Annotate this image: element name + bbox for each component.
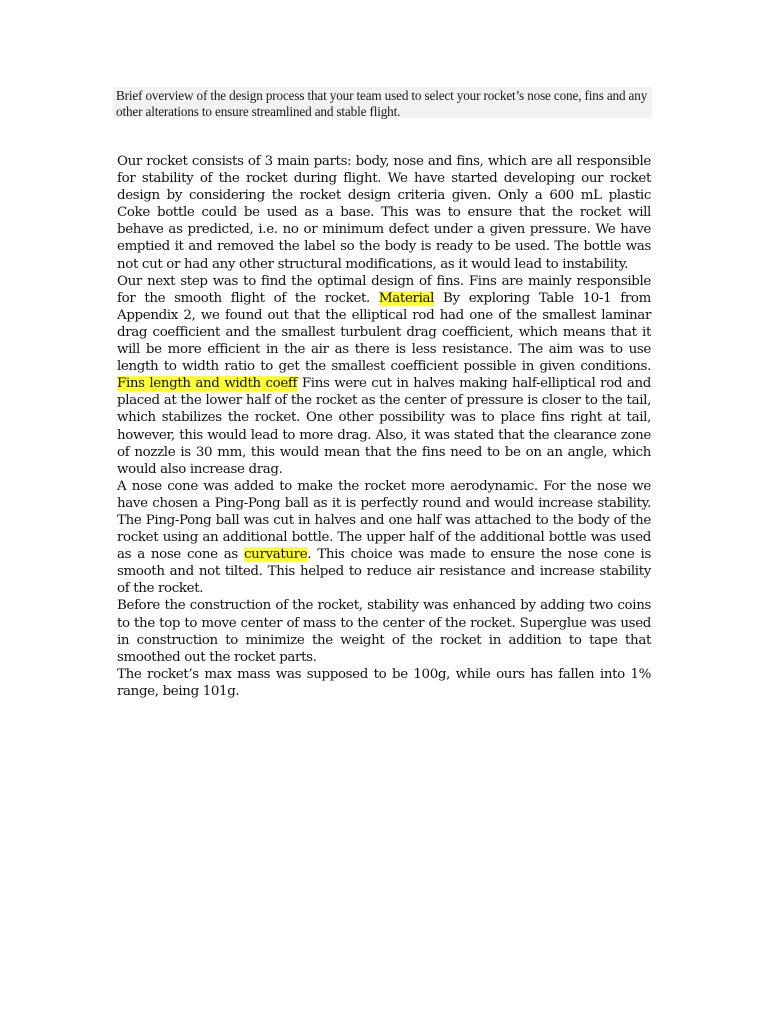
question-prompt	[113, 87, 652, 118]
paragraph-nose-text-1: A nose cone was added to make the rocket more aerodynamic. For the nose we have chosen a Ping-Pong ball as it is perfectly round and would increase stability. The Ping-Pong ball was cut in halves and one half was attached to the body of the rocket using an additional bottle. The upper half of the additional bottle was used as a nose cone as	[117, 478, 651, 563]
paragraph-fins-text-1: Our next step was to find the optimal design of fins. Fins are mainly responsible for the smooth flight of the rocket.	[117, 273, 651, 306]
highlight-curvature: curvature	[244, 547, 308, 563]
paragraph-fins-text-3: Fins were cut in halves making half-elliptical rod and placed at the lower half of the rocket as the center of pressure is closer to the tail, which stabilizes the rocket. One other possibility was to place fins right at tail, however, this would lead to more drag. Also, it was stated that the clearance zone of nozzle is 30 mm, this would mean that the fins need to be on an angle, which would also increase drag.	[117, 376, 651, 477]
paragraph-fins-text-2: By exploring Table 10-1 from Appendix 2, we found out that the elliptical rod had one of the smallest laminar drag coefficient and the smallest turbulent drag coefficient, which means that it will be more efficient in the air as there is less resistance. The aim was to use length to width ratio to get the smallest coefficient possible in given conditions.	[117, 290, 651, 375]
paragraph-construction: Before the construction of the rocket, stability was enhanced by adding two coins to the top to move center of mass to the center of the rocket. Superglue was used in construction to minimize the weight of the rocket in addition to tape that smoothed out the rocket parts.	[117, 598, 651, 665]
paragraph-nose-cone	[117, 478, 651, 598]
highlight-fins-length-width: Fins length and width coeff	[117, 376, 298, 392]
question-prompt-text: Brief overview of the design process that your team used to select your rocket’s nose cone, fins and any other alterations to ensure streamlined and stable flight.	[116, 88, 648, 119]
paragraph-fins-design	[117, 273, 651, 478]
answer-body	[117, 153, 651, 700]
paragraph-nose-text-2: . This choice was made to ensure the nose cone is smooth and not tilted. This helped to reduce air resistance and increase stability of the rocket.	[117, 547, 651, 597]
paragraph-mass: The rocket’s max mass was supposed to be 100g, while ours has fallen into 1% range, being 101g.	[117, 666, 651, 699]
paragraph-body-design: Our rocket consists of 3 main parts: body, nose and fins, which are all responsible for stability of the rocket during flight. We have started developing our rocket design by considering the rocket design criteria given. Only a 600 mL plastic Coke bottle could be used as a base. This was to ensure that the rocket will behave as predicted, i.e. no or minimum defect under a given pressure. We have emptied it and removed the label so the body is ready to be used. The bottle was not cut or had any other structural modifications, as it would lead to instability.	[117, 154, 651, 272]
highlight-material: Material	[378, 290, 435, 306]
